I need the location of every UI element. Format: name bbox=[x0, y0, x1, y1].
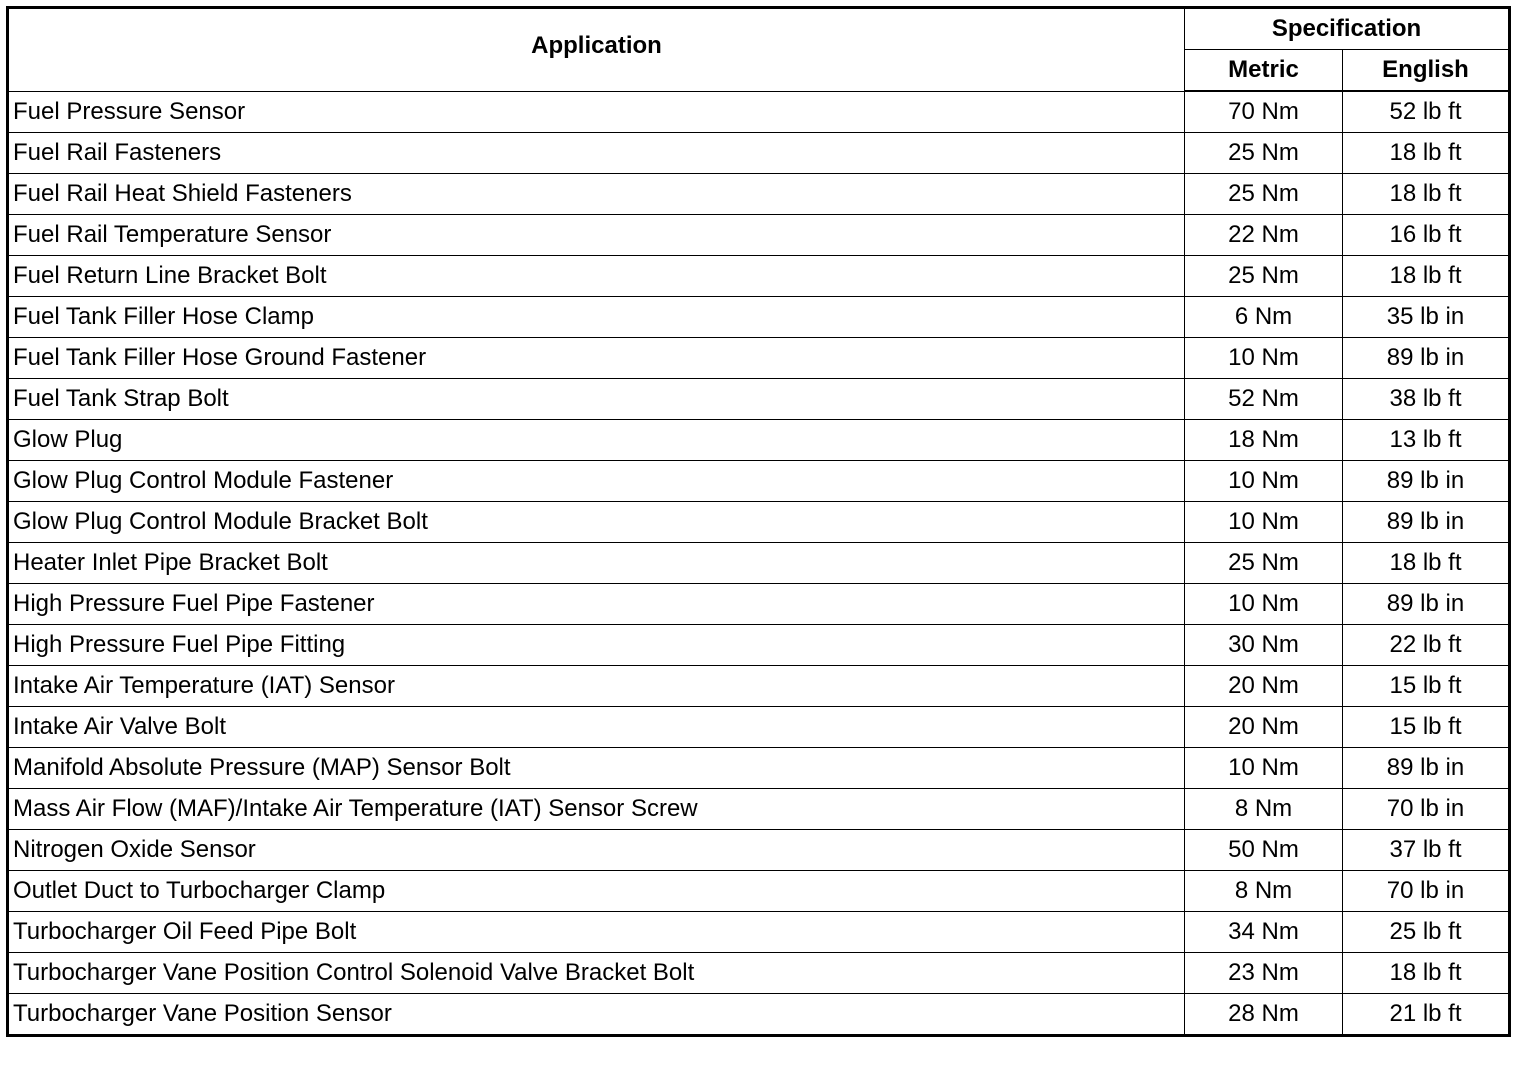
english-cell: 37 lb ft bbox=[1343, 830, 1510, 871]
english-cell: 38 lb ft bbox=[1343, 379, 1510, 420]
application-cell: High Pressure Fuel Pipe Fitting bbox=[8, 625, 1185, 666]
english-cell: 18 lb ft bbox=[1343, 256, 1510, 297]
table-row bbox=[8, 953, 1510, 994]
application-cell: High Pressure Fuel Pipe Fastener bbox=[8, 584, 1185, 625]
application-cell: Glow Plug bbox=[8, 420, 1185, 461]
table-row bbox=[8, 994, 1510, 1036]
application-cell: Fuel Return Line Bracket Bolt bbox=[8, 256, 1185, 297]
metric-cell: 52 Nm bbox=[1185, 379, 1343, 420]
specification-group-header: Specification bbox=[1185, 8, 1510, 50]
application-cell: Turbocharger Oil Feed Pipe Bolt bbox=[8, 912, 1185, 953]
metric-cell: 10 Nm bbox=[1185, 461, 1343, 502]
english-cell: 18 lb ft bbox=[1343, 133, 1510, 174]
metric-cell: 50 Nm bbox=[1185, 830, 1343, 871]
table-row bbox=[8, 379, 1510, 420]
english-cell: 18 lb ft bbox=[1343, 953, 1510, 994]
application-cell: Fuel Rail Temperature Sensor bbox=[8, 215, 1185, 256]
metric-column-header: Metric bbox=[1185, 50, 1343, 92]
metric-cell: 22 Nm bbox=[1185, 215, 1343, 256]
application-cell: Fuel Tank Filler Hose Clamp bbox=[8, 297, 1185, 338]
english-cell: 89 lb in bbox=[1343, 461, 1510, 502]
application-cell: Intake Air Temperature (IAT) Sensor bbox=[8, 666, 1185, 707]
table-row bbox=[8, 420, 1510, 461]
english-cell: 89 lb in bbox=[1343, 584, 1510, 625]
table-row bbox=[8, 461, 1510, 502]
english-cell: 16 lb ft bbox=[1343, 215, 1510, 256]
table-row bbox=[8, 91, 1510, 133]
application-cell: Fuel Tank Strap Bolt bbox=[8, 379, 1185, 420]
english-cell: 70 lb in bbox=[1343, 789, 1510, 830]
english-cell: 70 lb in bbox=[1343, 871, 1510, 912]
table-row bbox=[8, 502, 1510, 543]
application-cell: Fuel Pressure Sensor bbox=[8, 91, 1185, 133]
english-cell: 52 lb ft bbox=[1343, 91, 1510, 133]
metric-cell: 34 Nm bbox=[1185, 912, 1343, 953]
english-cell: 18 lb ft bbox=[1343, 543, 1510, 584]
table-header bbox=[8, 8, 1510, 92]
metric-cell: 25 Nm bbox=[1185, 133, 1343, 174]
metric-cell: 23 Nm bbox=[1185, 953, 1343, 994]
application-cell: Glow Plug Control Module Bracket Bolt bbox=[8, 502, 1185, 543]
table-row bbox=[8, 256, 1510, 297]
table-row bbox=[8, 174, 1510, 215]
english-cell: 15 lb ft bbox=[1343, 666, 1510, 707]
english-cell: 25 lb ft bbox=[1343, 912, 1510, 953]
metric-cell: 28 Nm bbox=[1185, 994, 1343, 1036]
application-cell: Heater Inlet Pipe Bracket Bolt bbox=[8, 543, 1185, 584]
table-row bbox=[8, 830, 1510, 871]
application-cell: Fuel Rail Heat Shield Fasteners bbox=[8, 174, 1185, 215]
application-cell: Intake Air Valve Bolt bbox=[8, 707, 1185, 748]
application-cell: Fuel Tank Filler Hose Ground Fastener bbox=[8, 338, 1185, 379]
metric-cell: 10 Nm bbox=[1185, 338, 1343, 379]
table-row bbox=[8, 584, 1510, 625]
metric-cell: 10 Nm bbox=[1185, 748, 1343, 789]
english-cell: 35 lb in bbox=[1343, 297, 1510, 338]
torque-spec-table bbox=[6, 6, 1511, 1037]
metric-cell: 20 Nm bbox=[1185, 666, 1343, 707]
table-row bbox=[8, 338, 1510, 379]
application-cell: Nitrogen Oxide Sensor bbox=[8, 830, 1185, 871]
table-row bbox=[8, 297, 1510, 338]
metric-cell: 25 Nm bbox=[1185, 256, 1343, 297]
metric-cell: 10 Nm bbox=[1185, 502, 1343, 543]
metric-cell: 25 Nm bbox=[1185, 174, 1343, 215]
header-group-row bbox=[8, 8, 1510, 50]
table-body bbox=[8, 91, 1510, 1036]
english-column-header: English bbox=[1343, 50, 1510, 92]
table-row bbox=[8, 215, 1510, 256]
application-cell: Manifold Absolute Pressure (MAP) Sensor Bolt bbox=[8, 748, 1185, 789]
table-row bbox=[8, 133, 1510, 174]
english-cell: 21 lb ft bbox=[1343, 994, 1510, 1036]
metric-cell: 70 Nm bbox=[1185, 91, 1343, 133]
english-cell: 89 lb in bbox=[1343, 338, 1510, 379]
table-row bbox=[8, 707, 1510, 748]
application-cell: Turbocharger Vane Position Control Solenoid Valve Bracket Bolt bbox=[8, 953, 1185, 994]
table-row bbox=[8, 871, 1510, 912]
table-row bbox=[8, 625, 1510, 666]
table-row bbox=[8, 789, 1510, 830]
application-cell: Fuel Rail Fasteners bbox=[8, 133, 1185, 174]
english-cell: 89 lb in bbox=[1343, 748, 1510, 789]
metric-cell: 20 Nm bbox=[1185, 707, 1343, 748]
english-cell: 89 lb in bbox=[1343, 502, 1510, 543]
table-row bbox=[8, 666, 1510, 707]
metric-cell: 18 Nm bbox=[1185, 420, 1343, 461]
english-cell: 22 lb ft bbox=[1343, 625, 1510, 666]
table-row bbox=[8, 543, 1510, 584]
application-column-header: Application bbox=[8, 8, 1185, 92]
metric-cell: 25 Nm bbox=[1185, 543, 1343, 584]
metric-cell: 6 Nm bbox=[1185, 297, 1343, 338]
metric-cell: 30 Nm bbox=[1185, 625, 1343, 666]
table-row bbox=[8, 748, 1510, 789]
english-cell: 15 lb ft bbox=[1343, 707, 1510, 748]
table-row bbox=[8, 912, 1510, 953]
application-cell: Mass Air Flow (MAF)/Intake Air Temperature (IAT) Sensor Screw bbox=[8, 789, 1185, 830]
metric-cell: 10 Nm bbox=[1185, 584, 1343, 625]
application-cell: Glow Plug Control Module Fastener bbox=[8, 461, 1185, 502]
english-cell: 13 lb ft bbox=[1343, 420, 1510, 461]
application-cell: Outlet Duct to Turbocharger Clamp bbox=[8, 871, 1185, 912]
metric-cell: 8 Nm bbox=[1185, 789, 1343, 830]
application-cell: Turbocharger Vane Position Sensor bbox=[8, 994, 1185, 1036]
english-cell: 18 lb ft bbox=[1343, 174, 1510, 215]
metric-cell: 8 Nm bbox=[1185, 871, 1343, 912]
